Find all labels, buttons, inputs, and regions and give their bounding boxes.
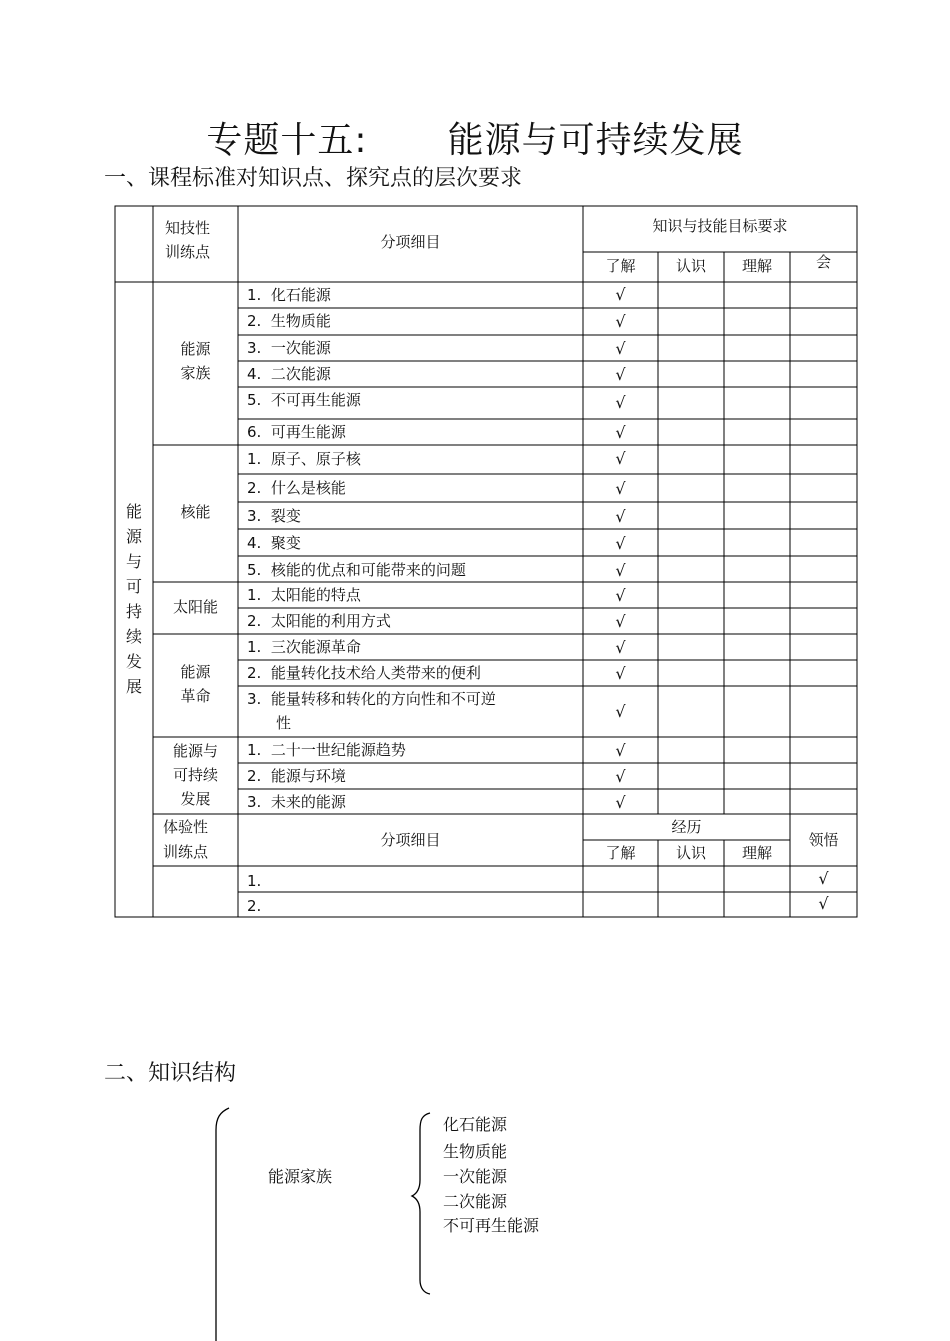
table-row: 5. 不可再生能源: [247, 391, 361, 409]
vertical-label: 能 源 与 可 持 续 发 展: [125, 502, 142, 696]
table-row: 3. 裂变: [247, 507, 301, 525]
check-mark: √: [615, 767, 626, 786]
check-mark: √: [615, 365, 626, 384]
table-row: 2. 什么是核能: [247, 479, 346, 497]
check-mark: √: [615, 586, 626, 605]
check-mark: √: [615, 534, 626, 553]
exp-point-1: 体验性: [163, 818, 209, 836]
header-goal-requirement: 知识与技能目标要求: [652, 217, 788, 235]
check-mark: √: [615, 393, 626, 412]
table-row: 3. 一次能源: [247, 339, 331, 357]
check-mark: √: [615, 449, 626, 468]
check-mark: √: [818, 894, 829, 913]
group-nuclear: 核能: [180, 503, 211, 521]
check-mark: √: [615, 702, 626, 721]
table-row: 1. 原子、原子核: [247, 450, 361, 468]
structure-item: 二次能源: [443, 1192, 508, 1211]
table-row: 2. 生物质能: [247, 312, 331, 330]
table-row: 2. 能量转化技术给人类带来的便利: [247, 664, 481, 682]
exp-level-recognize: 认识: [675, 844, 706, 862]
table-row: 2. 太阳能的利用方式: [247, 612, 391, 630]
structure-item: 化石能源: [443, 1115, 508, 1134]
group-solar: 太阳能: [172, 598, 218, 616]
exp-level-comprehend: 理解: [741, 844, 772, 862]
table-row: 1. 太阳能的特点: [247, 586, 361, 604]
check-mark: √: [615, 664, 626, 683]
exp-row: 1.: [247, 872, 262, 890]
check-mark: √: [615, 423, 626, 442]
exp-level-understand: 了解: [605, 844, 636, 862]
table-row: 4. 聚变: [247, 534, 301, 552]
exp-insight: 领悟: [808, 831, 839, 849]
big-brace: [216, 1108, 229, 1341]
structure-item: 生物质能: [443, 1142, 508, 1161]
table-row: 5. 核能的优点和可能带来的问题: [247, 561, 466, 579]
structure-item: 一次能源: [443, 1167, 508, 1186]
check-mark: √: [615, 561, 626, 580]
table-row: 2. 能源与环境: [247, 767, 346, 785]
table-row: 1. 化石能源: [247, 286, 331, 304]
header-level-recognize: 认识: [675, 257, 706, 275]
header-skill-point-1: 知技性: [165, 219, 211, 237]
exp-row: 2.: [247, 897, 262, 915]
exp-sub-items: 分项细目: [380, 831, 441, 849]
header-level-understand: 了解: [605, 257, 636, 275]
title-subject: 能源与可持续发展: [447, 120, 744, 161]
check-mark: √: [615, 793, 626, 812]
header-sub-items: 分项细目: [380, 233, 441, 251]
exp-point-2: 训练点: [163, 843, 209, 861]
group-brace: [412, 1113, 430, 1294]
table-row: 1. 二十一世纪能源趋势: [247, 741, 406, 759]
title-topic: 专题十五:: [206, 120, 368, 161]
table-row: 4. 二次能源: [247, 365, 331, 383]
group-energy-revolution: 能源 革命: [180, 663, 211, 705]
section-heading-2: 二、知识结构: [104, 1061, 237, 1086]
check-mark: √: [615, 741, 626, 760]
check-mark: √: [615, 638, 626, 657]
table-row-continuation: 性: [276, 714, 292, 732]
section-heading-1: 一、课程标准对知识点、探究点的层次要求: [104, 166, 523, 191]
table-row: 6. 可再生能源: [247, 423, 346, 441]
group-energy-family: 能源 家族: [180, 340, 211, 382]
header-skill-point-2: 训练点: [165, 243, 211, 261]
check-mark: √: [615, 285, 626, 304]
structure-item: 不可再生能源: [443, 1216, 540, 1235]
structure-group-label: 能源家族: [268, 1167, 333, 1186]
check-mark: √: [818, 869, 829, 888]
exp-experience: 经历: [671, 818, 702, 836]
table-row: 3. 未来的能源: [247, 793, 346, 811]
check-mark: √: [615, 339, 626, 358]
group-sustainable: 能源与 可持续 发展: [172, 742, 218, 808]
header-level-comprehend: 理解: [741, 257, 772, 275]
check-mark: √: [615, 612, 626, 631]
check-mark: √: [615, 479, 626, 498]
header-level-master: 会: [815, 253, 831, 271]
table-row: 1. 三次能源革命: [247, 638, 361, 656]
table-row: 3. 能量转移和转化的方向性和不可逆: [247, 690, 496, 708]
check-mark: √: [615, 507, 626, 526]
check-mark: √: [615, 312, 626, 331]
